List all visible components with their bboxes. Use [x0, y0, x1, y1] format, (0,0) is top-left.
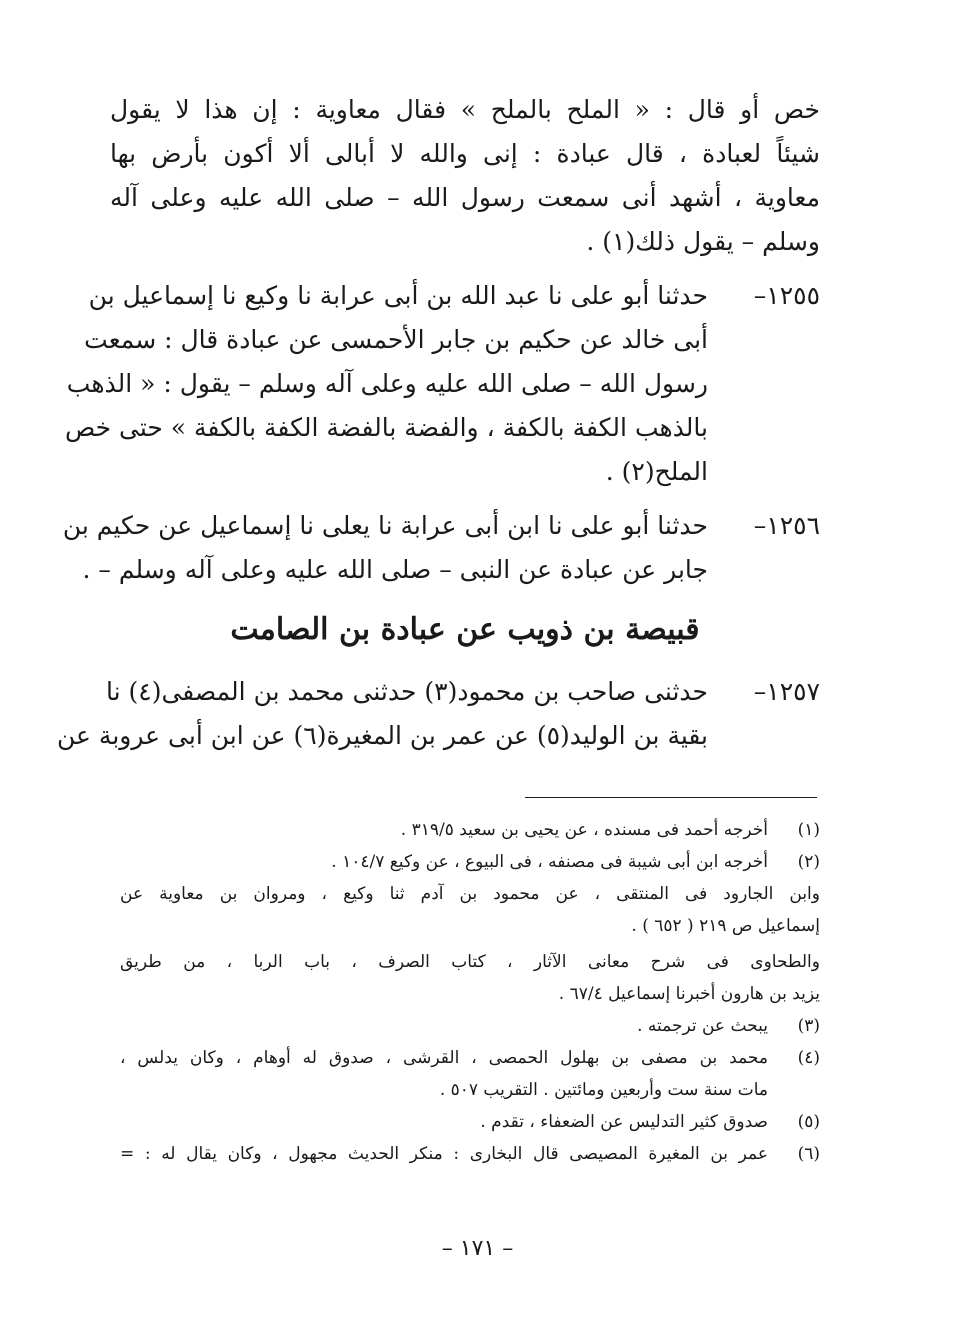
footnote-2 [120, 846, 820, 878]
footnote-number: (٣) [797, 1016, 820, 1036]
text-line: بقية بن الوليد(٥) عن عمر بن المغيرة(٦) عن ابن أبى عروبة عن [57, 721, 708, 750]
hadith-entry-1257 [57, 670, 820, 758]
text-line: معاوية ، أشهد أنى سمعت رسول الله – صلى الله عليه وعلى آله [110, 183, 820, 212]
footnote-text: والطحاوى فى شرح معانى الآثار ، كتاب الصرف ، باب الربا ، من طريق [120, 952, 820, 972]
footnote-text: أخرجه أحمد فى مسنده ، عن يحيى بن سعيد ٣١٩/٥ . [400, 820, 768, 840]
footnote-3 [120, 1010, 820, 1042]
text-line: حدثنى صاحب بن محمود(٣) حدثنى محمد بن المصفى(٤) نا [105, 677, 708, 706]
text-line: جابر عن عبادة عن النبى – صلى الله عليه وعلى آله وسلم – . [82, 555, 708, 584]
footnote-text: مات سنة ست وأربعين ومائتين . التقريب ٥٠٧ . [439, 1080, 768, 1100]
footnote-text: صدوق كثير التدليس عن الضعفاء ، تقدم . [480, 1112, 768, 1132]
footnote-text: وابن الجارود فى المنتقى ، عن محمود بن آدم ثنا وكيع ، ومروان بن معاوية عن [120, 884, 820, 904]
entry-number: ١٢٥٧– [753, 677, 820, 706]
footnote-text: أخرجه ابن أبى شيبة فى مصنفه ، فى البيوع ، عن وكيع ١٠٤/٧ . [331, 852, 768, 872]
main-text [57, 88, 820, 768]
text-line: حدثنا أبو على نا عبد الله بن أبى عرابة نا وكيع نا إسماعيل بن [88, 281, 708, 310]
footnote-text: يزيد بن هارون أخبرنا إسماعيل ٦٧/٤ . [558, 984, 820, 1004]
footnote-text: عمر بن المغيرة المصيصى قال البخارى : منكر الحديث مجهول ، وكان يقال له : = [120, 1144, 768, 1164]
footnote-text: يبحث عن ترجمته . [637, 1016, 768, 1036]
footnote-separator [525, 797, 817, 798]
footnote-number: (١) [797, 820, 820, 840]
footnote-5 [120, 1106, 820, 1138]
footnote-6 [120, 1138, 820, 1170]
intro-paragraph [110, 88, 820, 264]
hadith-entry-1256 [62, 504, 820, 592]
page-number: – ١٧١ – [441, 1236, 514, 1261]
footnote-text: محمد بن مصفى بن بهلول الحمصى ، القرشى ، صدوق له أوهام ، وكان يدلس ، [120, 1048, 768, 1068]
footnote-number: (٤) [797, 1048, 820, 1068]
text-line: وسلم – يقول ذلك(١) . [586, 227, 820, 256]
text-line: رسول الله – صلى الله عليه وعلى آله وسلم – يقول : « الذهب [66, 369, 708, 398]
footnote-1 [120, 814, 820, 846]
section-heading: قبيصة بن ذويب عن عبادة بن الصامت [230, 612, 700, 647]
footnote-number: (٢) [797, 852, 820, 872]
footnote-4 [120, 1042, 820, 1106]
text-line: بالذهب الكفة بالكفة ، والفضة بالفضة الكفة بالكفة » حتى خص [64, 413, 708, 442]
text-line: خص أو قال : « الملح بالملح » فقال معاوية : إن هذا لا يقول [110, 95, 820, 124]
text-line: شيئاً لعبادة ، قال عبادة : إنى والله لا أبالى ألا أكون بأرض بها [110, 139, 820, 168]
footnote-2-continuation [120, 878, 820, 1010]
text-line: أبى خالد عن حكيم بن جابر الأحمسى عن عبادة قال : سمعت [84, 325, 708, 354]
footnote-text: إسماعيل ص ٢١٩ ( ٦٥٢ ) . [631, 916, 820, 936]
footnotes [120, 814, 820, 1170]
footnote-number: (٦) [797, 1144, 820, 1164]
entry-number: ١٢٥٦– [753, 511, 820, 540]
entry-number: ١٢٥٥– [753, 281, 820, 310]
hadith-entry-1255 [64, 274, 820, 494]
text-line: الملح(٢) . [605, 457, 708, 486]
text-line: حدثنا أبو على نا ابن أبى عرابة نا يعلى نا إسماعيل عن حكيم بن [62, 511, 708, 540]
footnote-number: (٥) [797, 1112, 820, 1132]
